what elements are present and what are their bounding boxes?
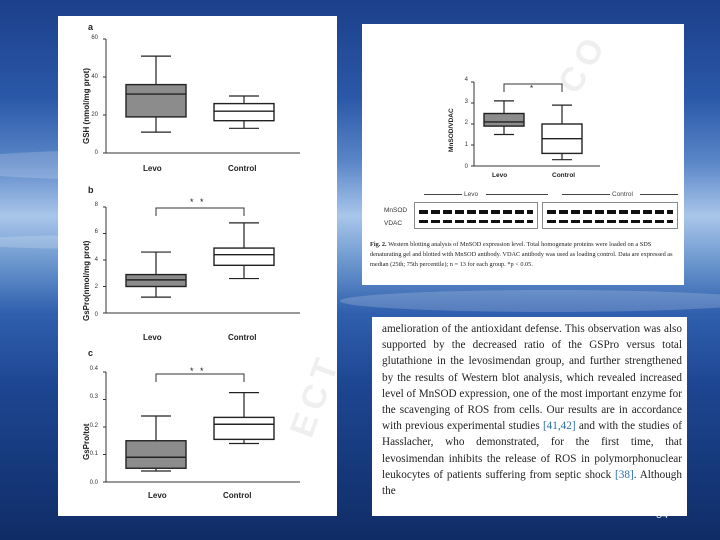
tick-label: 2: [94, 284, 98, 290]
blot-image-control: [542, 202, 678, 229]
tick-label: 0: [464, 164, 468, 170]
citation-link[interactable]: [38]: [615, 468, 634, 481]
boxplot-gspro: [100, 205, 300, 317]
significance-marker: * *: [190, 366, 206, 376]
tick-label: 40: [91, 74, 98, 80]
y-axis-label-c: GsPro/tot: [82, 423, 91, 460]
box-control: [214, 104, 274, 121]
citation-link[interactable]: [41,42]: [542, 420, 576, 433]
panel-label-b: b: [88, 185, 94, 195]
tick-label: 0: [94, 312, 98, 318]
panel-label-c: c: [88, 348, 94, 358]
y-axis-label-a: GSH (nmol/mg prot): [82, 68, 91, 144]
category-label: Control: [223, 491, 252, 500]
significance-bracket: [504, 84, 562, 92]
boxplot-mnsod-vdac: [470, 80, 600, 170]
significance-bracket: [156, 374, 244, 382]
category-label: Control: [228, 164, 257, 173]
slide-page-number: 54: [656, 509, 669, 521]
y-axis-label-b: GsPro(nmol/mg prot): [82, 240, 91, 321]
y-axis-label-western: MnSOD/VDAC: [448, 108, 455, 152]
watermark: ECT: [282, 348, 349, 443]
tick-label: 0.2: [89, 423, 98, 429]
category-label: Levo: [492, 172, 508, 179]
panel-label-a: a: [88, 22, 94, 32]
tick-label: 0.1: [89, 451, 98, 457]
box-control: [214, 248, 274, 265]
tick-label: 4: [94, 257, 98, 263]
tick-label: 2: [464, 120, 468, 126]
tick-label: 0.3: [89, 394, 98, 400]
boxplot-figure-panel: [58, 16, 349, 516]
category-label: Levo: [148, 491, 167, 500]
tick-label: 0.0: [89, 480, 98, 486]
tick-label: 0: [94, 150, 98, 156]
category-label: Levo: [143, 164, 162, 173]
box-levo: [484, 114, 524, 127]
tick-label: 8: [94, 202, 98, 208]
significance-marker: *: [530, 84, 536, 93]
box-levo: [126, 441, 186, 469]
boxplot-gsh: [100, 38, 300, 156]
tick-label: 4: [464, 77, 468, 83]
blot-row-label: VDAC: [384, 220, 403, 227]
category-label: Levo: [143, 333, 162, 342]
western-blot-figure-panel: [362, 24, 684, 285]
blot-group-label: Levo: [464, 191, 479, 198]
tick-label: 20: [91, 112, 98, 118]
background-streak: [340, 290, 720, 312]
watermark: CO: [550, 26, 616, 101]
category-label: Control: [228, 333, 257, 342]
blot-row-label: MnSOD: [384, 207, 408, 214]
significance-marker: * *: [190, 197, 206, 207]
blot-group-label: Control: [612, 191, 633, 198]
tick-label: 60: [91, 35, 98, 41]
box-control: [214, 417, 274, 439]
tick-label: 3: [464, 99, 468, 105]
tick-label: 1: [464, 142, 468, 148]
article-paragraph: amelioration of the antioxidant defense. This observation was also supported by the decreased ratio of the GSPro versus total glutathione in the levosimendan group, and further strengthened by the results of Western blot analysis, which revealed increased level of MnSOD expression, one of the most important enzyme for the scavenging of ROS from cells. Our results are in accordance with previous experimental studies [41,42] and with the studies of Hasslacher, who demonstrated, for the first time, that levosimendan inhibits the release of ROS in polymorphonuclear leukocytes of patients suffering from septic shock [38]. Although the: [382, 323, 683, 498]
article-excerpt-panel: [372, 317, 687, 516]
blot-image-levo: [414, 202, 538, 229]
tick-label: 0.4: [89, 366, 98, 372]
boxplot-gspro-ratio: [100, 370, 300, 485]
significance-bracket: [156, 208, 244, 216]
figure-caption: Fig. 2. Western blotting analysis of MnSOD expression level. Total homogenate proteins were loaded on a SDS denaturating gel and blotted with MnSOD antibody. VDAC antibody was used as loading control. Data are expressed as median (25th; 75th percentile); n = 13 for each group. *p < 0.05.: [370, 241, 673, 268]
box-levo: [126, 85, 186, 117]
tick-label: 6: [94, 229, 98, 235]
category-label: Control: [552, 172, 576, 179]
